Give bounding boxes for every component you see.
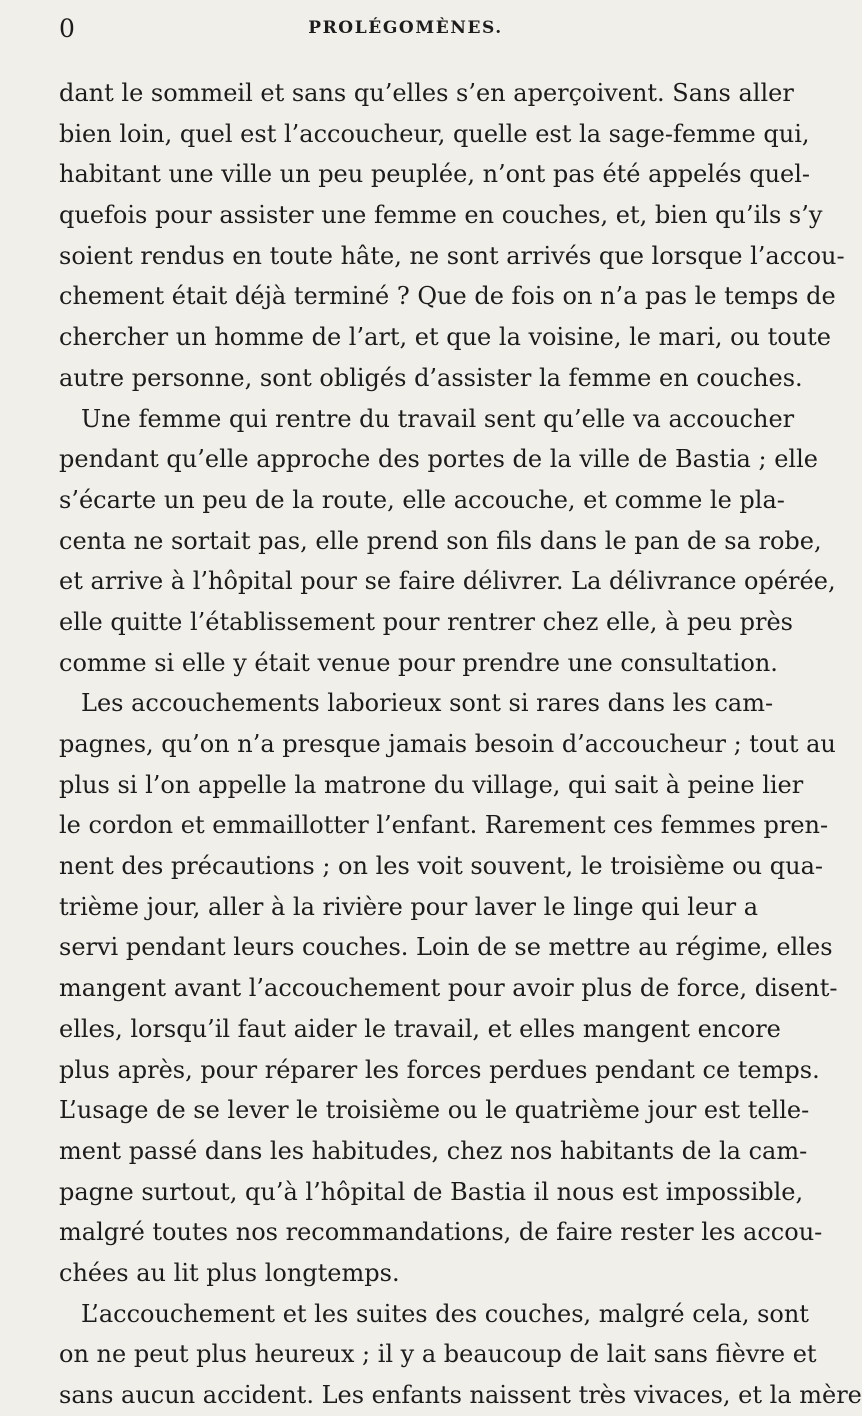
text-line: L’accouchement et les suites des couches, malgré cela, sont [81, 1299, 809, 1328]
text-line: pagnes, qu’on n’a presque jamais besoin d’accoucheur ; tout au [59, 730, 836, 758]
text-line: Une femme qui rentre du travail sent qu’elle va accoucher [81, 404, 795, 433]
text-line: ment passé dans les habitudes, chez nos habitants de la cam- [59, 1136, 808, 1165]
text-line: elle quitte l’établissement pour rentrer chez elle, à peu près [59, 607, 793, 636]
text-line: Les accouchements laborieux sont si rares dans les cam- [81, 689, 774, 718]
text-line: chées au lit plus longtemps. [59, 1258, 400, 1287]
text-line: malgré toutes nos recommandations, de faire rester les accou- [59, 1218, 823, 1247]
text-line: plus après, pour réparer les forces perdues pendant ce temps. [59, 1055, 820, 1084]
text-line: plus si l’on appelle la matrone du village, qui sait à peine lier [59, 770, 804, 799]
text-line: s’écarte un peu de la route, elle accouche, et comme le pla- [59, 485, 785, 514]
text-line: servi pendant leurs couches. Loin de se mettre au régime, elles [59, 933, 833, 962]
text-line: chement était déjà terminé ? Que de fois on n’a pas le temps de [59, 282, 836, 311]
text-line: mangent avant l’accouchement pour avoir plus de force, disent- [59, 974, 838, 1003]
text-line: nent des précautions ; on les voit souvent, le troisième ou qua- [59, 852, 824, 881]
running-head-title: PROLÉGOMÈNES. [308, 18, 503, 38]
text-line: trième jour, aller à la rivière pour laver le linge qui leur a [59, 892, 759, 921]
text-line: habitant une ville un peu peuplée, n’ont pas été appelés quel- [59, 160, 811, 189]
text-line: pagne surtout, qu’à l’hôpital de Bastia il nous est impossible, [59, 1177, 804, 1206]
text-line: elles, lorsqu’il faut aider le travail, et elles mangent encore [59, 1014, 781, 1043]
text-line: pendant qu’elle approche des portes de la ville de Bastia ; elle [59, 445, 818, 474]
text-line: comme si elle y était venue pour prendre une consultation. [59, 648, 778, 677]
text-line: quefois pour assister une femme en couches, et, bien qu’ils s’y [59, 201, 823, 230]
text-line: et arrive à l’hôpital pour se faire délivrer. La délivrance opérée, [59, 567, 836, 596]
page-number: 0 [59, 14, 76, 43]
text-line: L’usage de se lever le troisième ou le quatrième jour est telle- [59, 1096, 810, 1125]
text-line: on ne peut plus heureux ; il y a beaucoup de lait sans fièvre et [59, 1340, 817, 1369]
text-line: autre personne, sont obligés d’assister la femme en couches. [59, 363, 803, 392]
body-text [59, 73, 862, 1416]
text-line: centa ne sortait pas, elle prend son fils dans le pan de sa robe, [59, 526, 822, 555]
text-line: le cordon et emmaillotter l’enfant. Rarement ces femmes pren- [59, 811, 829, 840]
text-line: chercher un homme de l’art, et que la voisine, le mari, ou toute [59, 323, 832, 352]
text-line: dant le sommeil et sans qu’elles s’en aperçoivent. Sans aller [59, 79, 794, 107]
text-line: sans aucun accident. Les enfants naissent très vivaces, et la mère [59, 1381, 862, 1409]
text-line: bien loin, quel est l’accoucheur, quelle est la sage-femme qui, [59, 119, 810, 148]
running-head [59, 0, 752, 56]
text-line: soient rendus en toute hâte, ne sont arrivés que lorsque l’accou- [59, 241, 845, 270]
